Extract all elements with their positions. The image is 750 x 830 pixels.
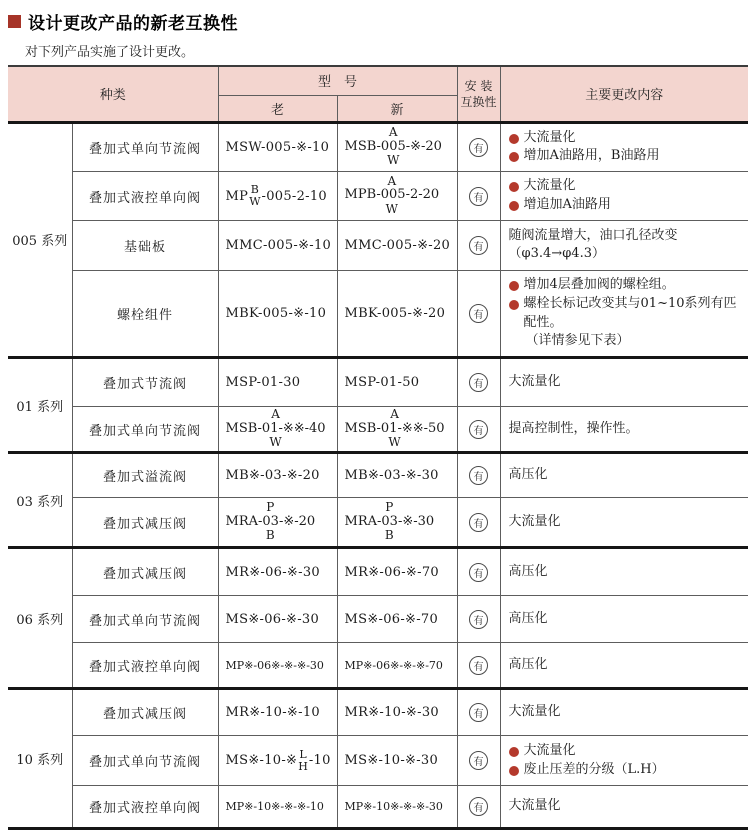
new-model-cell [337,358,457,407]
table-row [8,689,748,736]
compat-cell [457,358,500,407]
old-model-cell [218,122,337,172]
change-item [509,196,743,215]
series-label: 01 系列 [8,358,72,453]
model-stack-bottom: W [385,202,399,217]
compat-cell [457,220,500,270]
model-number: MBK-005-※-20 [344,306,446,322]
changes-cell [500,786,748,829]
compat-circle: 有 [469,513,488,532]
change-item [509,276,743,295]
old-model-cell [218,220,337,270]
table-row [8,736,748,786]
changes-cell [500,453,748,498]
model-number: MMC-005-※-20 [344,237,451,253]
changes-cell [500,122,748,172]
header-old-model: 老 [218,95,337,122]
product-name: 叠加式液控单向阀 [72,172,218,221]
model-stack-top: A [271,407,280,422]
model-stacked [345,501,435,542]
compat-cell [457,122,500,172]
model-stack-letter: B [250,183,259,197]
header-changes: 主要更改内容 [500,66,748,122]
changes-cell [500,548,748,596]
new-model-cell [337,548,457,596]
product-name: 螺栓组件 [72,270,218,357]
model-prefix: MP [225,188,249,204]
changes-cell [500,220,748,270]
model-stacked [226,408,326,449]
old-model-cell [218,689,337,736]
table-row [8,643,748,689]
model-stack-letter: L [299,748,307,762]
old-model-cell [218,786,337,829]
model-stack-bottom: W [388,435,401,450]
table-row [8,407,748,453]
series-label: 005 系列 [8,122,72,358]
compat-circle: 有 [469,797,488,816]
model-stack-letter: H [298,759,308,773]
model-stack-mid: MPB-005-2-20 [344,187,440,203]
compat-cell [457,548,500,596]
header-new-model: 新 [337,95,457,122]
changes-cell [500,358,748,407]
old-model-cell [218,358,337,407]
series-label: 10 系列 [8,689,72,829]
product-name: 叠加式单向节流阀 [72,122,218,172]
bullet-icon [509,747,519,757]
new-model-cell [337,689,457,736]
old-model-cell [218,172,337,221]
model-number: MP※-06※-※-※-30 [225,658,324,672]
changes-cell [500,596,748,643]
model-number: MR※-10-※-10 [225,705,320,721]
header-compat-line2: 互换性 [460,94,497,109]
model-stack-top: A [387,174,397,189]
model-stacked [345,126,442,167]
old-model-cell [218,270,337,357]
compat-circle: 有 [469,236,488,255]
model-stack-letters [298,749,308,772]
change-text: 大流量化 [508,704,561,720]
change-text: 高压化 [508,467,548,483]
model-stack-top: P [385,500,394,515]
change-text: 螺栓长标记改变其与01~10系列有匹配性。 [523,295,737,330]
model-number: MS※-10-※-30 [344,753,439,769]
model-number: MB※-03-※-20 [225,468,320,484]
compat-cell [457,643,500,689]
model-number: MR※-06-※-30 [225,564,320,580]
table-row [8,122,748,172]
table-row [8,596,748,643]
change-text: 废止压差的分级（L.H） [523,761,665,777]
bullet-icon [509,201,519,211]
compat-circle: 有 [469,751,488,770]
compat-circle: 有 [469,656,488,675]
change-text: 大流量化 [508,374,561,390]
model-stack-bottom: B [384,528,394,543]
change-text: 随阀流量增大，油口孔径改变 [508,227,678,243]
series-label: 06 系列 [8,548,72,689]
model-number: MMC-005-※-10 [225,237,332,253]
change-text: 增加A油路用，B油路用 [523,148,660,164]
model-number: MP※-06※-※-※-70 [344,658,443,672]
changes-cell [500,736,748,786]
product-name: 叠加式单向节流阀 [72,407,218,453]
compat-circle: 有 [469,187,488,206]
compat-cell [457,786,500,829]
new-model-cell [337,786,457,829]
model-number: MS※-06-※-30 [225,611,320,627]
table-body [8,122,748,829]
model-number: MSP-01-50 [344,375,420,391]
model-number: MR※-06-※-70 [344,564,439,580]
product-name: 基础板 [72,220,218,270]
change-item [509,147,743,166]
title-square-icon [8,15,21,28]
table-row [8,172,748,221]
old-model-cell [218,407,337,453]
changes-cell [500,407,748,453]
product-name: 叠加式单向节流阀 [72,736,218,786]
change-text: 提高控制性，操作性。 [508,420,639,436]
product-name: 叠加式液控单向阀 [72,643,218,689]
header-compat [457,66,500,122]
model-inline-stack [226,749,331,772]
bullet-icon [509,134,519,144]
old-model-cell [218,596,337,643]
change-item [509,761,743,780]
new-model-cell [337,122,457,172]
new-model-cell [337,643,457,689]
new-model-cell [337,596,457,643]
compat-circle: 有 [469,466,488,485]
changes-cell [500,172,748,221]
compat-cell [457,172,500,221]
changes-cell [500,498,748,548]
model-number: MSP-01-30 [225,375,301,391]
bullet-icon [509,152,519,162]
compat-cell [457,689,500,736]
new-model-cell [337,407,457,453]
bullet-icon [509,182,519,192]
change-text: 大流量化 [508,798,561,814]
change-text: 高压化 [508,610,548,626]
series-label: 03 系列 [8,453,72,548]
change-text: 高压化 [508,563,548,579]
product-name: 叠加式液控单向阀 [72,786,218,829]
model-stack-bottom: W [269,435,282,450]
change-text: 大流量化 [523,129,576,145]
compat-cell [457,736,500,786]
table-row [8,548,748,596]
model-number: MP※-10※-※-※-10 [225,800,324,814]
product-name: 叠加式溢流阀 [72,453,218,498]
change-text: 增加4层叠加阀的螺栓组。 [523,276,675,292]
model-stacked [345,408,445,449]
model-stack-top: A [388,125,398,140]
design-change-table [8,65,748,830]
table-row [8,453,748,498]
model-number: MS※-06-※-70 [344,611,439,627]
model-suffix: -005-2-10 [261,188,328,204]
compat-circle: 有 [469,610,488,629]
bullet-icon [509,281,519,291]
old-model-cell [218,498,337,548]
changes-cell [500,689,748,736]
model-stack-top: A [390,407,399,422]
table-row [8,220,748,270]
model-stack-bottom: B [265,528,275,543]
model-inline-stack [226,184,328,207]
compat-circle: 有 [469,373,488,392]
compat-cell [457,270,500,357]
header-row-1 [8,66,748,95]
model-suffix: -10 [308,753,331,769]
model-stack-letter: W [249,195,261,209]
page-title-row [0,0,750,34]
compat-circle: 有 [469,703,488,722]
table-row [8,498,748,548]
bullet-icon [509,766,519,776]
new-model-cell [337,736,457,786]
change-text: 大流量化 [523,742,576,758]
model-stack-mid: MRA-03-※-30 [344,513,435,529]
change-text: 增追加A油路用 [523,197,611,213]
old-model-cell [218,643,337,689]
compat-cell [457,453,500,498]
changes-cell [500,643,748,689]
model-stack-mid: MSB-005-※-20 [344,138,442,154]
model-stack-bottom: W [387,153,400,168]
old-model-cell [218,736,337,786]
table-header [8,66,748,122]
compat-circle: 有 [469,420,488,439]
change-text: 大流量化 [508,513,561,529]
compat-circle: 有 [469,304,488,323]
model-number: MR※-10-※-30 [344,705,439,721]
new-model-cell [337,270,457,357]
model-number: MSW-005-※-10 [225,139,330,155]
change-text: （φ3.4→φ4.3） [508,246,605,262]
model-stack-letters [249,184,260,207]
compat-cell [457,498,500,548]
change-item [509,129,743,148]
product-name: 叠加式单向节流阀 [72,596,218,643]
bullet-icon [509,300,519,310]
compat-circle: 有 [469,138,488,157]
compat-cell [457,596,500,643]
change-item [509,742,743,761]
model-stacked [345,175,440,216]
model-stacked [226,501,316,542]
header-model: 型 号 [218,66,457,95]
page-subtitle: 对下列产品实施了设计更改。 [25,45,195,60]
change-item [509,295,743,333]
model-prefix: MS※-10-※ [225,753,298,769]
model-number: MB※-03-※-30 [344,468,439,484]
change-text: （详情参见下表） [525,333,630,349]
table-row [8,270,748,357]
change-text: 高压化 [508,656,548,672]
change-item [509,177,743,196]
new-model-cell [337,172,457,221]
new-model-cell [337,453,457,498]
product-name: 叠加式减压阀 [72,689,218,736]
old-model-cell [218,453,337,498]
product-name: 叠加式节流阀 [72,358,218,407]
model-stack-top: P [266,500,275,515]
table-row [8,786,748,829]
compat-circle: 有 [469,563,488,582]
product-name: 叠加式减压阀 [72,498,218,548]
change-text: 大流量化 [523,178,576,194]
model-number: MP※-10※-※-※-30 [344,800,443,814]
new-model-cell [337,220,457,270]
model-stack-mid: MRA-03-※-20 [225,513,316,529]
model-stack-mid: MSB-01-※※-50 [344,420,445,436]
model-stack-mid: MSB-01-※※-40 [225,420,326,436]
page-title: 设计更改产品的新老互换性 [28,14,238,34]
new-model-cell [337,498,457,548]
product-name: 叠加式减压阀 [72,548,218,596]
compat-cell [457,407,500,453]
header-compat-line1: 安 装 [464,78,493,93]
table-row [8,358,748,407]
old-model-cell [218,548,337,596]
header-category: 种类 [8,66,218,122]
model-number: MBK-005-※-10 [225,306,327,322]
changes-cell [500,270,748,357]
